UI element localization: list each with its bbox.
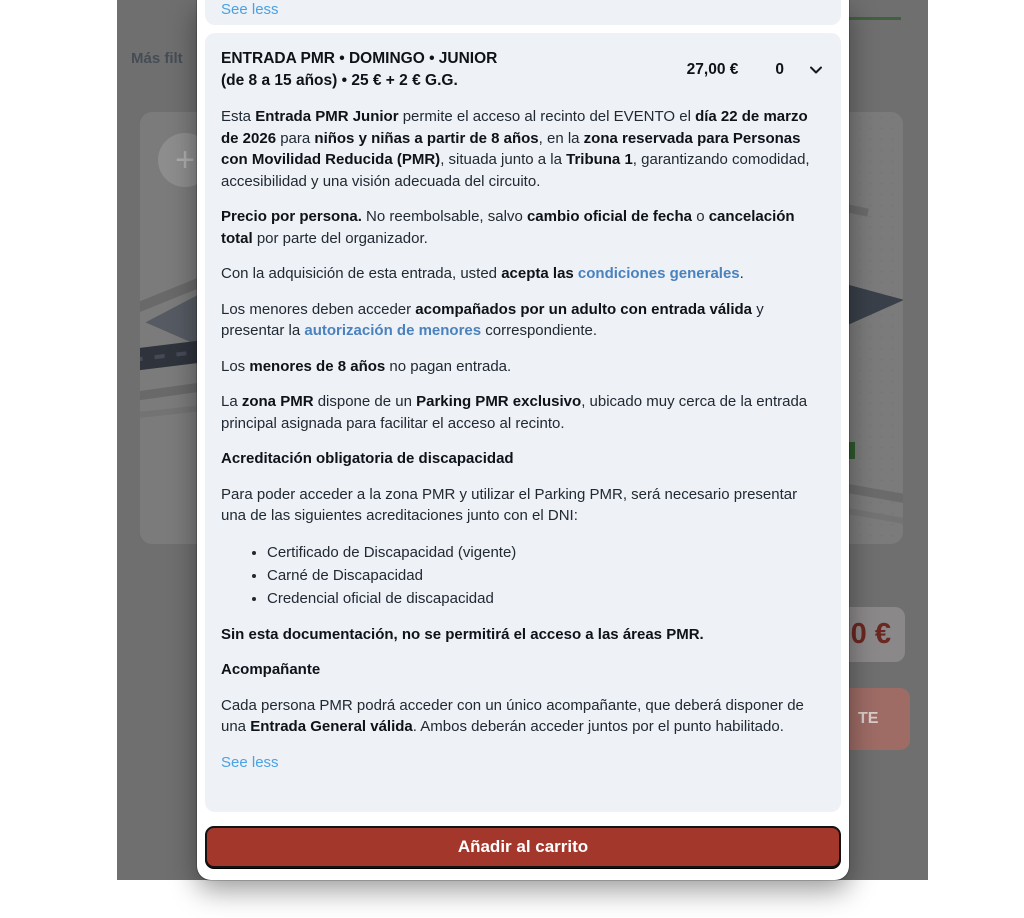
text-segment: Acompañante [221, 661, 321, 678]
text-segment: , garantizando comodidad, accesibilidad y una visión adecuada del circuito. [221, 151, 810, 190]
text-segment: La [221, 393, 242, 410]
add-to-cart-label: Añadir al carrito [457, 837, 589, 856]
background-cta-partial-label: TE [858, 710, 879, 727]
ticket-description [221, 106, 825, 738]
text-segment: cancelación total [221, 208, 795, 247]
text-segment: permite el acceso al recinto del EVENTO el [398, 108, 696, 125]
text-segment: Tribuna 1 [566, 151, 633, 168]
description-paragraph [221, 695, 825, 738]
description-paragraph [221, 624, 825, 646]
description-paragraph [221, 299, 825, 342]
text-segment: Entrada General válida [250, 718, 413, 735]
text-segment: , situada junto a la [440, 151, 567, 168]
ticket-title-line2: (de 8 a 15 años) • 25 € + 2 € G.G. [221, 72, 458, 89]
text-segment: acompañados por un adulto con entrada válida [415, 300, 753, 318]
text-segment: , ubicado muy cerca de la entrada principal asignada para facilitar el acceso al recinto. [221, 393, 808, 432]
text-segment: para [276, 129, 315, 147]
text-segment: Parking PMR exclusivo [416, 393, 582, 410]
text-segment: menores de 8 años [249, 357, 386, 375]
text-segment: cambio oficial de fecha [526, 208, 693, 225]
text-segment: o [692, 208, 709, 225]
text-segment: . [739, 265, 744, 282]
text-segment: niños y niñas a partir de 8 años [314, 129, 539, 147]
description-paragraph [221, 263, 825, 285]
text-segment: Los [221, 357, 250, 375]
text-segment: Precio por persona. [221, 208, 362, 225]
text-segment: Con la adquisición de esta entrada, usted [221, 265, 502, 282]
text-segment: por parte del organizador. [252, 229, 428, 247]
text-segment: Entrada PMR Junior [255, 108, 399, 125]
description-paragraph [221, 356, 825, 378]
text-segment: Cada persona PMR podrá acceder con un único acompañante, que deberá disponer de una [221, 696, 804, 735]
ticket-card [205, 33, 841, 812]
list-item: • Certificado de Discapacidad (vigente) [267, 541, 825, 564]
text-segment: Acreditación obligatoria de discapacidad [221, 450, 514, 467]
see-less-link-bottom[interactable]: See less [221, 753, 279, 771]
ticket-header-row [221, 48, 825, 92]
text-segment: y presentar la [221, 300, 764, 339]
list-item: • Carné de Discapacidad [267, 564, 825, 587]
inline-link[interactable]: condiciones generales [577, 265, 740, 282]
more-filters-label: Más filt [131, 50, 183, 67]
text-segment: zona PMR [241, 393, 314, 410]
ticket-title [221, 48, 497, 92]
text-segment: dispone de un [313, 393, 417, 410]
text-segment: acepta las [501, 265, 578, 282]
ticket-price: 27,00 € [686, 61, 739, 78]
text-segment: zona reservada para Personas con Movilidad Reducida (PMR) [221, 129, 801, 168]
ticket-modal [197, 0, 849, 880]
previous-ticket-card [205, 0, 841, 25]
text-segment: Para poder acceder a la zona PMR y utilizar el Parking PMR, será necesario presentar una de las siguientes acreditaciones junto con el DNI: [221, 485, 798, 524]
cart-total-partial: 0 € [850, 618, 891, 650]
text-segment: Esta [221, 108, 256, 125]
plus-icon: + [175, 140, 195, 179]
text-segment: día 22 de marzo de 2026 [221, 108, 808, 147]
description-paragraph [221, 206, 825, 249]
text-segment: no pagan entrada. [385, 357, 512, 375]
description-paragraph [221, 484, 825, 527]
ticket-title-line1: ENTRADA PMR • DOMINGO • JUNIOR [221, 50, 498, 67]
description-heading [221, 448, 825, 470]
add-to-cart-button[interactable] [205, 826, 841, 868]
chevron-down-icon[interactable] [807, 61, 825, 79]
text-segment: . Ambos deberán acceder juntos por el punto habilitado. [412, 718, 784, 735]
list-item: • Credencial oficial de discapacidad [267, 587, 825, 610]
ticket-price-group [687, 61, 825, 79]
text-segment: correspondiente. [481, 322, 598, 339]
description-heading [221, 659, 825, 681]
text-segment: Sin esta documentación, no se permitirá el acceso a las áreas PMR. [221, 625, 704, 643]
ticket-quantity-value: 0 [775, 61, 784, 78]
accreditation-list [221, 541, 825, 610]
description-paragraph [221, 106, 825, 192]
description-paragraph [221, 391, 825, 434]
text-segment: , en la [538, 129, 584, 147]
text-segment: Los menores deben acceder [221, 300, 416, 318]
inline-link[interactable]: autorización de menores [304, 322, 482, 339]
see-less-link-top[interactable]: See less [221, 1, 279, 18]
text-segment: No reembolsable, salvo [361, 208, 527, 225]
